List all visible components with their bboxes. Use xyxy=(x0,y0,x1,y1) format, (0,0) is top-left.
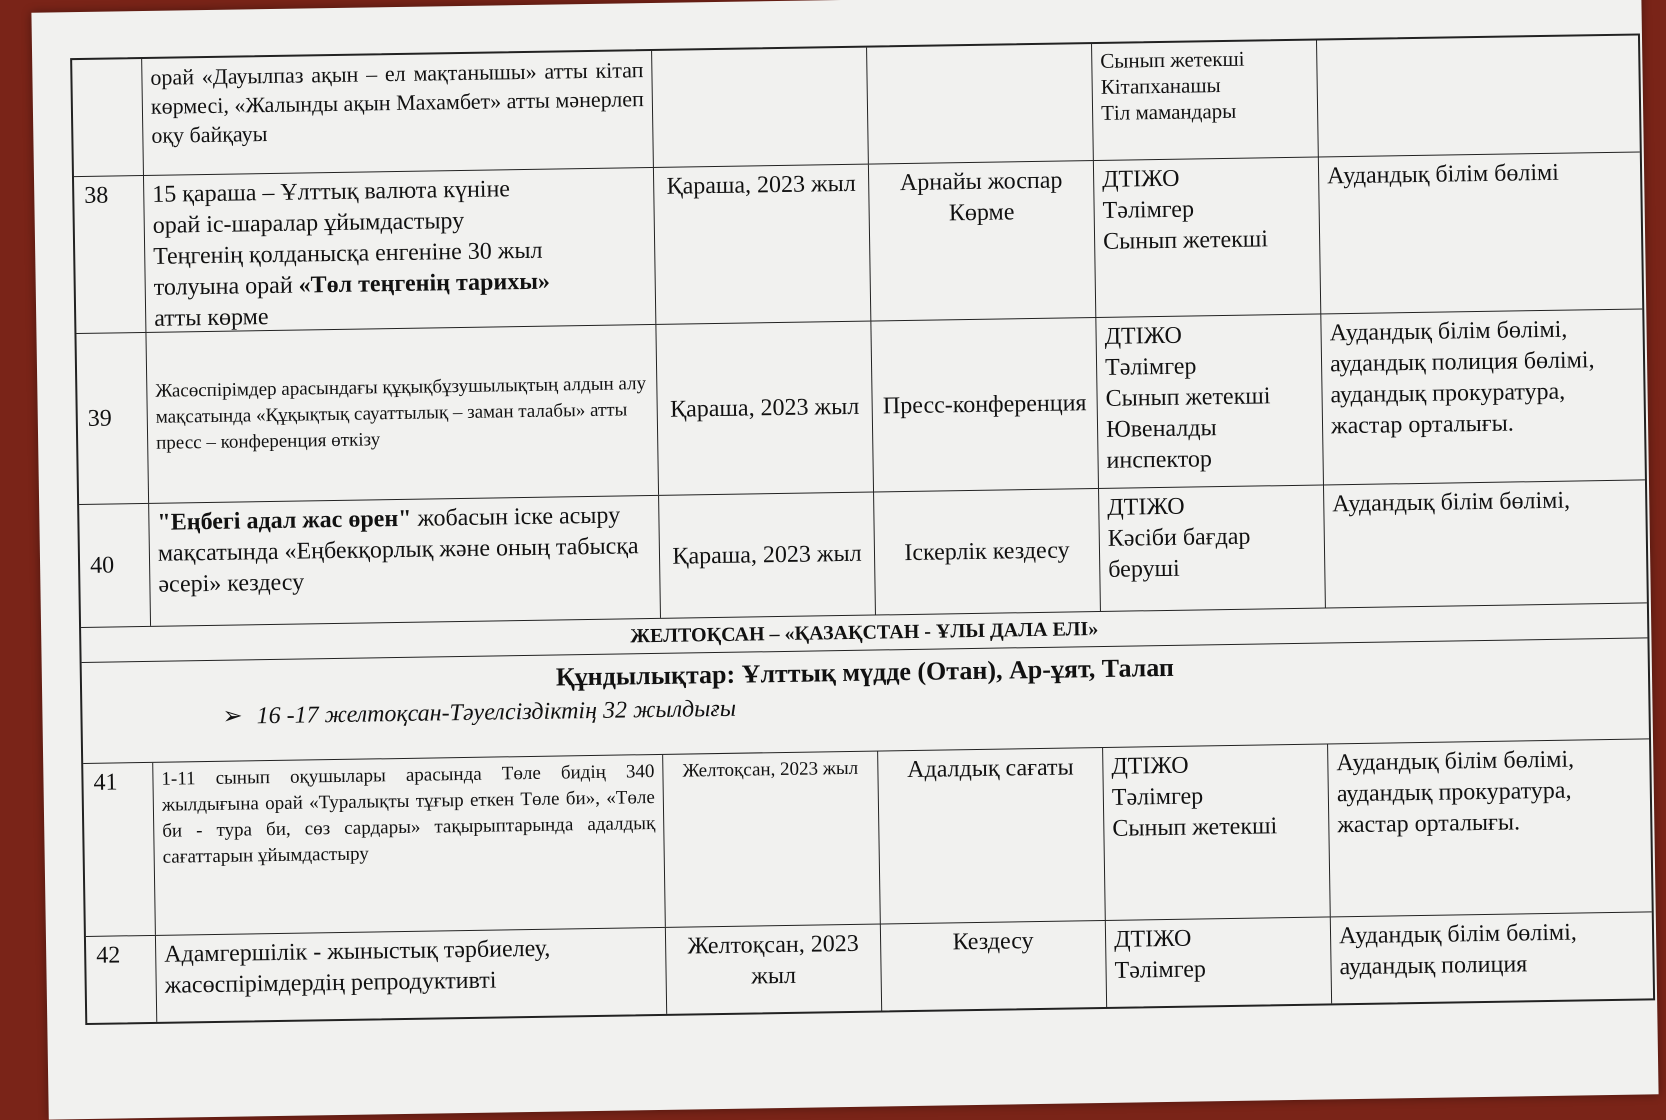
month-header: ЖЕЛТОҚСАН – «ҚАЗАҚСТАН - ҰЛЫ ДАЛА ЕЛІ» xyxy=(630,618,1099,648)
responsible-line: ДТІЖО xyxy=(1101,165,1180,193)
event-cell: Жасөспірімдер арасындағы құқықбұзушылықтың алдын алу мақсатында «Құқықтық сауаттылық – заман талабы» атты пресс – конференция өткізу xyxy=(146,325,659,503)
table-row xyxy=(83,739,1652,937)
responsible-line: Тәлімгер xyxy=(1104,353,1197,381)
date-cell xyxy=(652,48,869,167)
responsible-line: инспектор xyxy=(1106,446,1213,474)
responsible-line: Сынып жетекші xyxy=(1105,383,1271,412)
table-row xyxy=(79,480,1647,628)
event-cell xyxy=(144,168,656,332)
event-line: атты көрме xyxy=(154,304,269,332)
form-cell: Іскерлік кездесу xyxy=(874,489,1101,615)
partner-cell: Аудандық білім бөлімі, аудандық полиция бөлімі, аудандық прокуратура, жастар орталығы. xyxy=(1329,316,1595,440)
event-cell xyxy=(149,496,661,626)
date-cell: Қараша, 2023 жыл xyxy=(654,165,871,324)
event-line: 15 қараша – Ұлттық валюта күніне xyxy=(152,176,511,208)
responsible-cell xyxy=(1099,485,1326,611)
responsible-cell xyxy=(1094,158,1321,318)
responsible-cell xyxy=(1096,314,1324,488)
project-title: "Еңбегі адал жас өрен" xyxy=(157,505,412,536)
responsible-line: беруші xyxy=(1108,555,1180,583)
table-row xyxy=(74,152,1642,334)
responsible-line: Кәсіби бағдар xyxy=(1107,523,1251,552)
document-page xyxy=(31,0,1658,1120)
responsible-cell xyxy=(1106,917,1332,1007)
responsible-line: Тәлімгер xyxy=(1114,956,1207,984)
responsible-line: ДТІЖО xyxy=(1113,925,1192,953)
partner-cell: Аудандық білім бөлімі, xyxy=(1332,487,1571,518)
bullet-text: 16 -17 желтоқсан-Тәуелсіздіктің 32 жылдығы xyxy=(256,695,737,730)
responsible-line: ДТІЖО xyxy=(1107,493,1185,521)
form-cell: Пресс-конференция xyxy=(871,318,1099,492)
event-cell: Адамгершілік - жыныстық тәрбиелеу, жасөспірімдердің репродуктивті xyxy=(156,928,667,1022)
arrow-bullet-icon: ➢ xyxy=(222,703,243,730)
event-text: жобасын іске асыру мақсатында «Еңбекқорлық және оның табысқа әсері» кездесу xyxy=(157,502,639,598)
event-text: толуына орай xyxy=(153,272,299,301)
event-line: Теңгенің қолданысқа енгеніне 30 жыл xyxy=(153,237,543,270)
values-line: Құндылықтар: Ұлттық мүдде (Отан), Ар-ұят, Талап xyxy=(555,652,1175,692)
table-row xyxy=(76,309,1644,505)
row-number: 41 xyxy=(83,763,156,936)
responsible-line: ДТІЖО xyxy=(1111,752,1189,780)
date-cell: Қараша, 2023 жыл xyxy=(656,322,874,495)
plan-table xyxy=(70,33,1655,1025)
responsible-line: Тәлімгер xyxy=(1111,783,1204,811)
form-cell: Арнайы жоспар Көрме xyxy=(869,161,1096,321)
responsible-line: Тіл мамандары xyxy=(1100,98,1237,125)
event-cell: 1-11 сынып оқушылары арасында Төле бидің 340 жылдығына орай «Туралықты тұғыр еткен Төле би», «Төле би - тура би, сөз сардары» тақырыптарында адалдық сағаттарын ұйымдастыру xyxy=(153,755,666,935)
row-number: 38 xyxy=(74,176,146,333)
responsible-line: Сынып жетекші xyxy=(1102,226,1269,255)
partner-cell: Аудандық білім бөлімі, аудандық полиция xyxy=(1338,919,1577,981)
date-cell: Желтоқсан, 2023 жыл xyxy=(666,924,882,1013)
responsible-line: Сынып жетекші xyxy=(1112,813,1278,842)
event-cell: орай «Дауылпаз ақын – ел мақтанышы» атты кітап көрмесі, «Жалынды ақын Махамбет» атты мәнерлеп оқу байқауы xyxy=(142,51,654,175)
form-cell: Адалдық сағаты xyxy=(878,748,1106,924)
responsible-line: ДТІЖО xyxy=(1104,322,1183,350)
responsible-line: Тәлімгер xyxy=(1102,196,1195,224)
form-cell: Кездесу xyxy=(881,921,1107,1011)
responsible-line: Ювеналды xyxy=(1105,415,1217,443)
responsible-cell xyxy=(1103,744,1331,920)
row-number: 39 xyxy=(76,333,149,504)
row-number: 40 xyxy=(79,504,151,627)
partner-cell: Аудандық білім бөлімі, аудандық прокуратура, жастар орталығы. xyxy=(1336,746,1575,839)
responsible-line: Кітапханашы xyxy=(1100,73,1221,99)
event-title-bold: «Төл теңгенің тарихы» xyxy=(298,268,551,299)
event-line: орай іс-шаралар ұйымдастыру xyxy=(152,207,465,239)
form-cell xyxy=(867,44,1094,164)
date-cell: Қараша, 2023 жыл xyxy=(659,493,876,618)
row-number xyxy=(72,59,144,176)
date-cell: Желтоқсан, 2023 жыл xyxy=(663,752,881,927)
row-number: 42 xyxy=(86,936,157,1023)
responsible-cell xyxy=(1092,41,1319,161)
partner-cell: Аудандық білім бөлімі xyxy=(1326,159,1560,190)
partner-cell xyxy=(1317,35,1640,156)
responsible-line: Сынып жетекші xyxy=(1100,46,1245,73)
